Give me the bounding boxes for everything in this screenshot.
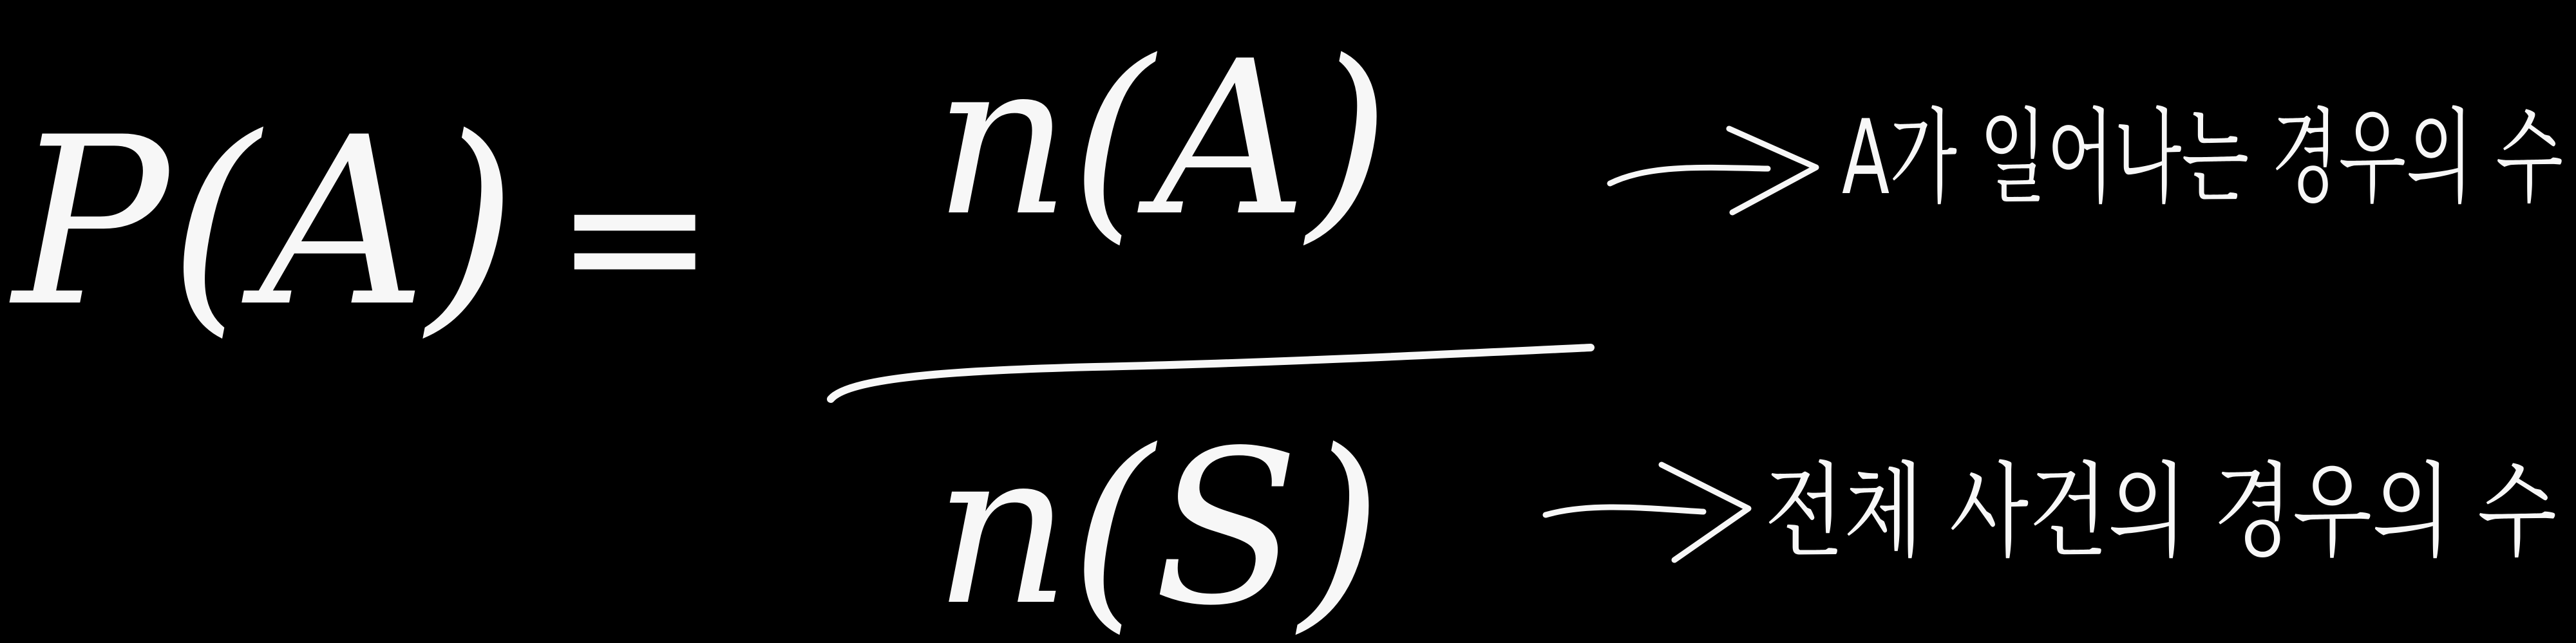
equals-sign: =	[554, 124, 716, 348]
fraction-bar	[831, 348, 1591, 399]
denominator-arrow-icon	[1546, 465, 1748, 560]
formula-lhs: P(A)	[13, 88, 518, 357]
formula-denominator: n(S)	[934, 405, 1383, 643]
numerator-note: A가 일어나는 경우의 수	[1842, 97, 2563, 218]
formula-numerator: n(A)	[934, 15, 1390, 263]
numerator-arrow-icon	[1610, 129, 1816, 212]
denominator-note: 전체 사건의 경우의 수	[1765, 451, 2557, 572]
